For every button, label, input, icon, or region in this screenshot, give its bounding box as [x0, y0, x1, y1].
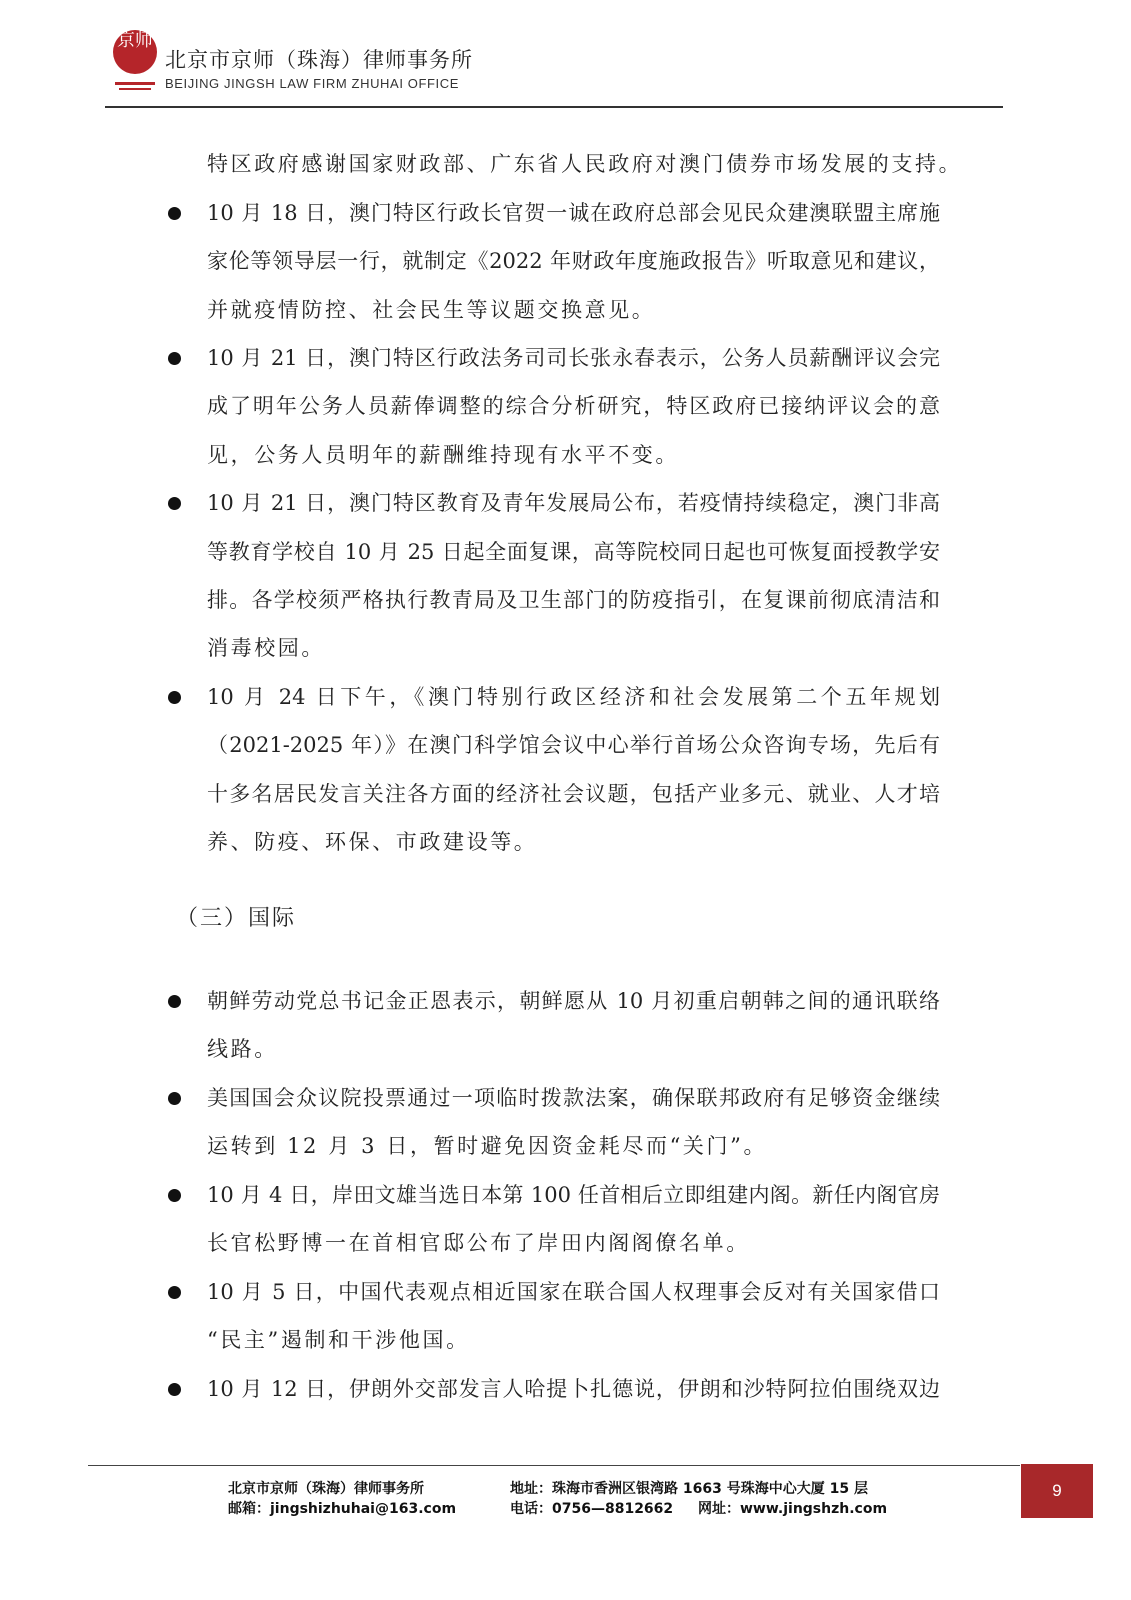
text-line: 家伦等领导层一行，就制定《2022 年财政年度施政报告》听取意见和建议，	[207, 249, 940, 273]
bullet-icon	[168, 691, 181, 704]
footer-firm-name: 北京市京师（珠海）律师事务所	[228, 1481, 424, 1497]
section-heading: （三）国际	[176, 906, 297, 931]
footer-phone: 电话：0756—8812662	[510, 1501, 674, 1517]
page-header	[105, 18, 1003, 108]
bullet-icon	[168, 1383, 181, 1396]
bullet-icon	[168, 1286, 181, 1299]
footer-address: 地址：珠海市香洲区银湾路 1663 号珠海中心大厦 15 层	[510, 1481, 868, 1497]
text-line: 消毒校园。	[207, 636, 325, 660]
firm-name-en: BEIJING JINGSH LAW FIRM ZHUHAI OFFICE	[165, 76, 460, 91]
text-line: 10 月 21 日，澳门特区教育及青年发展局公布，若疫情持续稳定，澳门非高	[207, 491, 940, 515]
firm-logo	[109, 22, 161, 96]
text-line: 特区政府感谢国家财政部、广东省人民政府对澳门债券市场发展的支持。	[207, 152, 963, 176]
text-line: 10 月 21 日，澳门特区行政法务司司长张永春表示，公务人员薪酬评议会完	[207, 346, 940, 370]
text-line: 10 月 12 日，伊朗外交部发言人哈提卜扎德说，伊朗和沙特阿拉伯围绕双边	[207, 1377, 940, 1401]
text-line: 长官松野博一在首相官邸公布了岸田内阁阁僚名单。	[207, 1231, 750, 1255]
bullet-icon	[168, 497, 181, 510]
text-line: 线路。	[207, 1037, 278, 1061]
text-line: 见，公务人员明年的薪酬维持现有水平不变。	[207, 443, 679, 467]
text-line: 成了明年公务人员薪俸调整的综合分析研究，特区政府已接纳评议会的意	[207, 394, 940, 418]
bullet-icon	[168, 352, 181, 365]
bullet-icon	[168, 995, 181, 1008]
firm-name-cn: 北京市京师（珠海）律师事务所	[165, 48, 473, 72]
text-line: 10 月 4 日，岸田文雄当选日本第 100 任首相后立即组建内阁。新任内阁官房	[207, 1183, 940, 1207]
text-line: 并就疫情防控、社会民生等议题交换意见。	[207, 298, 656, 322]
bullet-icon	[168, 1092, 181, 1105]
text-line: 朝鲜劳动党总书记金正恩表示，朝鲜愿从 10 月初重启朝韩之间的通讯联络	[207, 989, 940, 1013]
footer-website: 网址：www.jingshzh.com	[698, 1501, 888, 1517]
page-number: 9	[1021, 1464, 1093, 1518]
text-line: 十多名居民发言关注各方面的经济社会议题，包括产业多元、就业、人才培	[207, 782, 940, 806]
footer-divider	[88, 1465, 1020, 1466]
text-line: 养、防疫、环保、市政建设等。	[207, 830, 538, 854]
svg-text:京师: 京师	[117, 30, 153, 51]
text-line: “民主”遏制和干涉他国。	[207, 1328, 470, 1352]
text-line: 美国国会众议院投票通过一项临时拨款法案，确保联邦政府有足够资金继续	[207, 1086, 940, 1110]
text-line: 10 月 18 日，澳门特区行政长官贺一诚在政府总部会见民众建澳联盟主席施	[207, 201, 940, 225]
text-line: 排。各学校须严格执行教青局及卫生部门的防疫指引，在复课前彻底清洁和	[207, 588, 940, 612]
text-line: 10 月 24 日下午，《澳门特别行政区经济和社会发展第二个五年规划	[207, 685, 940, 709]
bullet-icon	[168, 207, 181, 220]
text-line: 等教育学校自 10 月 25 日起全面复课，高等院校同日起也可恢复面授教学安	[207, 540, 940, 564]
bullet-icon	[168, 1189, 181, 1202]
text-line: （2021-2025 年）》在澳门科学馆会议中心举行首场公众咨询专场，先后有	[207, 733, 940, 757]
footer-email: 邮箱：jingshizhuhai@163.com	[228, 1501, 457, 1517]
text-line: 运转到 12 月 3 日，暂时避免因资金耗尽而“关门”。	[207, 1134, 768, 1158]
text-line: 10 月 5 日，中国代表观点相近国家在联合国人权理事会反对有关国家借口	[207, 1280, 940, 1304]
